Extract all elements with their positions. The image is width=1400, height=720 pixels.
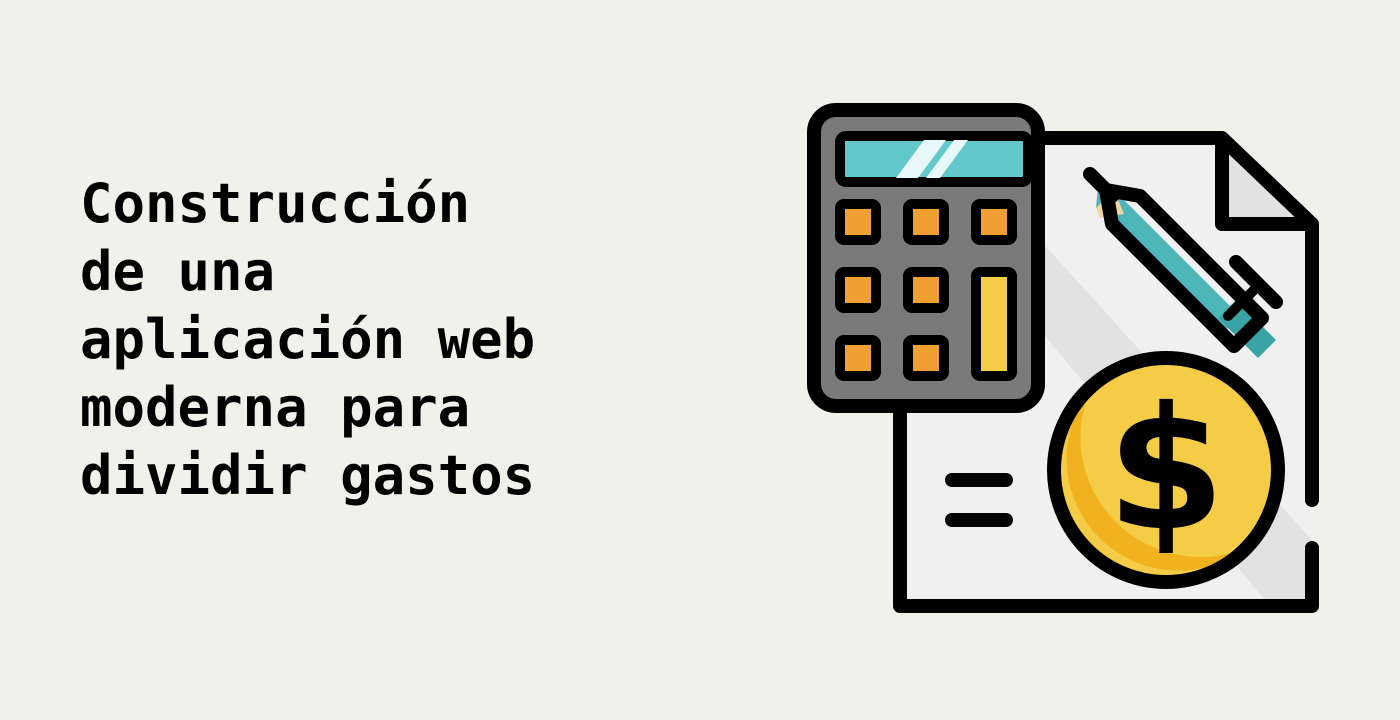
dollar-coin-icon [1054,358,1278,582]
title-line-2: de una [80,240,276,303]
calculator-invoice-dollar-icon [800,95,1330,625]
dollar-symbol: $ [1106,371,1226,569]
title-line-1: Construcción [80,172,471,235]
title-line-5: dividir gastos [80,444,536,507]
page-title [80,170,700,510]
title-line-4: moderna para [80,376,471,439]
title-line-3: aplicación web [80,308,536,371]
calculator-icon [814,110,1038,406]
